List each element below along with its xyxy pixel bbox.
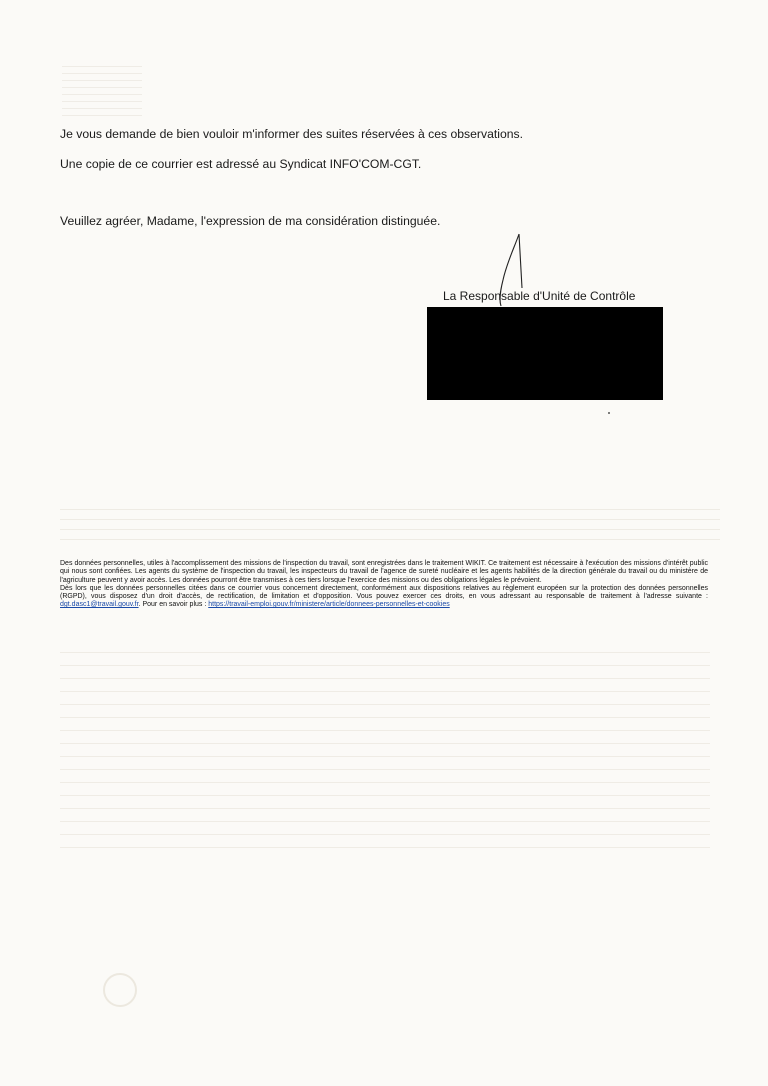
notice-paragraph-2 (60, 585, 708, 610)
closing-request-paragraph: Je vous demande de bien vouloir m'informer des suites réservées à ces observations. (60, 127, 523, 141)
notice-more-text: . Pour en savoir plus : (138, 601, 207, 609)
privacy-policy-link[interactable]: https://travail-emploi.gouv.fr/ministere/article/donnees-personnelles-et-cookies (208, 601, 450, 609)
redacted-signature-block (427, 307, 663, 400)
bleed-through-texture (62, 60, 142, 120)
signatory-title: La Responsable d'Unité de Contrôle (443, 289, 636, 303)
contact-email-link[interactable]: dgt.dasc1@travail.gouv.fr (60, 601, 139, 609)
salutation-paragraph: Veuillez agréer, Madame, l'expression de ma considération distinguée. (60, 214, 441, 228)
data-protection-notice (60, 560, 708, 610)
bleed-through-texture (60, 640, 710, 850)
faint-stamp-mark (100, 970, 140, 1010)
speck (608, 412, 610, 414)
notice-rights-text: Dès lors que les données personnelles citées dans ce courrier vous concernent directement, conformément aux dispositions relatives au règlement européen sur la protection des données personnelles (RGPD), vous disposez d'un droit d'accès, de rectification, de limitation et d'opposition. Vous pouvez exercer ces droits, en vous adressant au responsable de traitement à l'adresse suivante : (60, 584, 708, 601)
copy-notice-paragraph: Une copie de ce courrier est adressé au Syndicat INFO'COM-CGT. (60, 157, 422, 171)
bleed-through-texture (60, 500, 720, 540)
notice-paragraph-1: Des données personnelles, utiles à l'accomplissement des missions de l'inspection du travail, sont enregistrées dans le traitement WIKIT. Ce traitement est nécessaire à l'exécution des missions d'intérêt public qui nous sont confiées. Les agents du système de l'inspection du travail, les inspecteurs du travail de l'agence de sureté nucléaire et les agents habilités de la direction générale du travail ou du ministère de l'agriculture peuvent y avoir accès. Les données pourront être transmises à ces tiers lorsque l'exercice des missions ou des obligations légales le prévoient. (60, 560, 708, 584)
